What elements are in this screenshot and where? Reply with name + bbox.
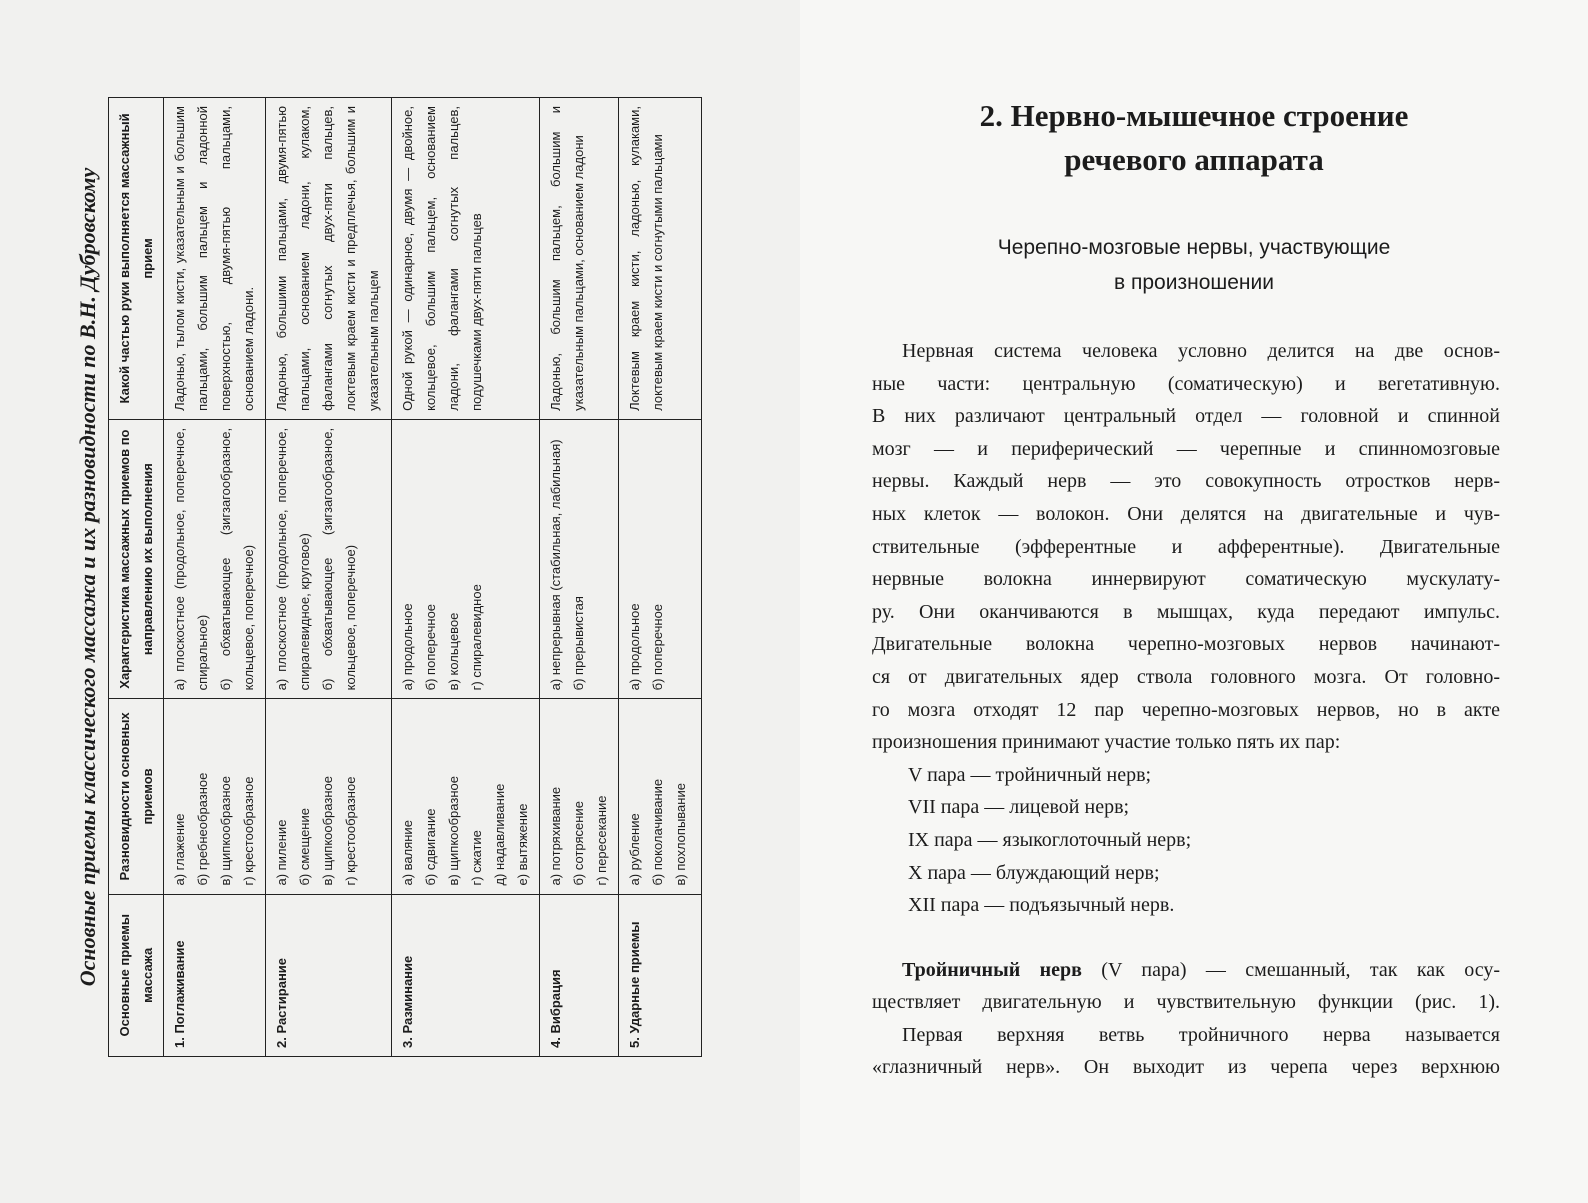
variety-item: а) глажение <box>172 813 187 886</box>
text-line: го мозга отходят 12 пар черепно-мозговых нервов, но в акте <box>872 698 1500 721</box>
body-text <box>872 335 1500 1084</box>
hand-part-cell: Ладонью, большими пальцами, двумя-пятью пальцами, основанием ладони, кулаком, фалангами согнутых двух-пяти пальцев, локтевым краем кисти и предплечья, большим и указательным пальцем <box>266 98 391 420</box>
nerve-pair-item: XII пара — подъязычный нерв. <box>908 894 1175 917</box>
technique-name: 1. Поглаживание <box>164 894 266 1056</box>
header-varieties: Разновидности основных приемов <box>109 699 164 894</box>
variety-item: в) щипкообразное <box>445 776 461 886</box>
technique-name: 3. Разминание <box>391 894 540 1056</box>
variety-item: г) крестообразное <box>343 776 359 886</box>
varieties-cell <box>391 699 540 894</box>
text-line: мозг — и периферический — черепные и спинномозговые <box>872 437 1500 460</box>
direction-item: а) плоскостное (продольное, поперечное, спиралевидное, круговое) <box>274 427 313 691</box>
variety-item: д) надавливание <box>491 783 507 886</box>
text-line: Нервная система человека условно делится на две основ- <box>902 340 1500 362</box>
direction-cell <box>540 419 619 698</box>
variety-item: г) крестообразное <box>241 776 256 886</box>
subheading-line: Черепно-мозговые нервы, участвующие <box>997 236 1391 259</box>
variety-item: а) рубление <box>627 813 643 886</box>
text-line: ствительные (эфферентные и афферентные). Двигательные <box>872 535 1500 558</box>
table-row <box>391 98 540 1057</box>
variety-item: в) щипкообразное <box>320 776 336 886</box>
direction-item: а) плоскостное (продольное, поперечное, спиральное) <box>172 427 210 691</box>
direction-item: в) кольцевое <box>445 612 461 691</box>
text-line: нервные волокна иннервируют соматическую мускулату- <box>872 568 1500 591</box>
text-span: (V пара) — смешанный, так как осу- <box>1081 958 1500 981</box>
massage-table-rotated <box>108 97 702 1057</box>
section-subheading <box>800 230 1588 300</box>
direction-item: б) поперечное <box>422 603 438 691</box>
text-line: Первая верхняя ветвь тройничного нерва называется <box>902 1023 1500 1046</box>
table-row <box>164 98 266 1057</box>
paragraph-3 <box>872 1019 1500 1084</box>
text-line: ных клеток — волокон. Они делятся на двигательные и чув- <box>872 502 1500 525</box>
text-line: нервы. Каждый нерв — это совокупность отростков нерв- <box>872 470 1500 493</box>
variety-item: а) валяние <box>399 820 415 886</box>
table-row <box>266 98 391 1057</box>
technique-name: 5. Ударные приемы <box>619 894 702 1056</box>
chapter-heading <box>800 94 1588 182</box>
varieties-cell <box>164 699 266 894</box>
direction-cell <box>619 419 702 698</box>
direction-cell <box>266 419 391 698</box>
variety-item: б) сотрясение <box>571 801 587 886</box>
nerve-pair-item: VII пара — лицевой нерв; <box>908 796 1130 819</box>
heading-line: речевого аппарата <box>1064 142 1324 177</box>
heading-line: 2. Нервно-мышечное строение <box>979 98 1409 133</box>
hand-part-cell: Ладонью, большим пальцем, большим и указательным пальцами, основанием ладони <box>540 98 619 420</box>
variety-item: б) поколачивание <box>650 778 666 886</box>
direction-item: а) продольное <box>399 603 415 691</box>
variety-item: г) пересекание <box>594 795 610 886</box>
direction-item: б) прерывистая <box>571 596 587 691</box>
variety-item: а) пиление <box>274 819 290 886</box>
paragraph-2-line <box>872 954 1500 987</box>
varieties-cell <box>619 699 702 894</box>
right-page <box>800 0 1588 1203</box>
direction-item: б) обхватывающее (зигзагообразное, кольцевое, поперечное) <box>320 427 359 691</box>
hand-part-cell: Одной рукой — одинарное, двумя — двойное, кольцевое, большим пальцем, основанием ладони, фалангами согнутых пальцев, подушечками двух-пяти пальцев <box>391 98 540 420</box>
variety-item: г) сжатие <box>468 830 484 886</box>
variety-item: а) потряхивание <box>548 786 564 886</box>
table-row <box>540 98 619 1057</box>
table-title: Основные приемы классического массажа и их разновидности по В.Н. Дубровскому <box>75 167 100 987</box>
technique-name: 4. Вибрация <box>540 894 619 1056</box>
variety-item: б) смещение <box>297 808 313 886</box>
text-line: ру. Они оканчиваются в мышцах, куда передают импульс. <box>872 600 1500 623</box>
nerve-pair-item: V пара — тройничный нерв; <box>908 763 1152 786</box>
variety-item: в) щипкообразное <box>218 776 233 886</box>
direction-item: а) непрерывная (стабильная, лабильная) <box>548 439 564 691</box>
nerve-pair-item: IX пара — языкоглоточный нерв; <box>908 828 1192 851</box>
subheading-line: в произношении <box>1114 271 1274 294</box>
direction-item: г) спиралевидное <box>468 584 484 691</box>
text-line: «глазничный нерв». Он выходит из черепа через верхнюю <box>872 1056 1500 1079</box>
direction-item: б) поперечное <box>650 603 666 691</box>
varieties-cell <box>266 699 391 894</box>
technique-name: 2. Растирание <box>266 894 391 1056</box>
paragraph-2-line: ществляет двигательную и чувствительную функции (рис. 1). <box>872 991 1500 1014</box>
text-line: В них различают центральный отдел — головной и спинной <box>872 405 1500 428</box>
nerve-pair-item: X пара — блуждающий нерв; <box>908 861 1160 884</box>
header-main-techniques: Основные приемы массажа <box>109 894 164 1056</box>
variety-item: в) похлопывание <box>673 783 689 886</box>
header-direction: Характеристика массажных приемов по направлению их выполнения <box>109 419 164 698</box>
header-hand-part: Какой частью руки выполняется массажный прием <box>109 98 164 420</box>
paragraph-1 <box>872 335 1500 759</box>
text-line: Двигательные волокна черепно-мозговых нервов начинают- <box>872 633 1500 656</box>
text-line: произношения принимают участие только пять их пар: <box>872 731 1341 754</box>
direction-item: б) обхватывающее (зигзагообразное, кольцевое, поперечное) <box>218 427 256 691</box>
hand-part-cell: Локтевым краем кисти, ладонью, кулаками, локтевым краем кисти и согнутыми пальцами <box>619 98 702 420</box>
direction-item: а) продольное <box>627 603 643 691</box>
text-line: ся от двигательных ядер ствола головного мозга. От головно- <box>872 665 1500 688</box>
text-line: ные части: центральную (соматическую) и вегетативную. <box>872 372 1500 395</box>
variety-item: б) гребнеобразное <box>195 772 210 886</box>
table-row <box>619 98 702 1057</box>
direction-cell <box>391 419 540 698</box>
term-trigeminal: Тройничный нерв <box>902 958 1082 981</box>
direction-cell <box>164 419 266 698</box>
table-header-row <box>109 98 164 1057</box>
hand-part-cell: Ладонью, тылом кисти, указательным и большим пальцами, большим пальцем и ладонной поверхностью, двумя-пятью пальцами, основанием ладони. <box>164 98 266 420</box>
varieties-cell <box>540 699 619 894</box>
massage-techniques-table <box>108 97 702 1057</box>
variety-item: е) вытяжение <box>514 803 530 886</box>
nerve-pairs-list <box>872 759 1500 922</box>
variety-item: б) сдвигание <box>422 808 438 886</box>
